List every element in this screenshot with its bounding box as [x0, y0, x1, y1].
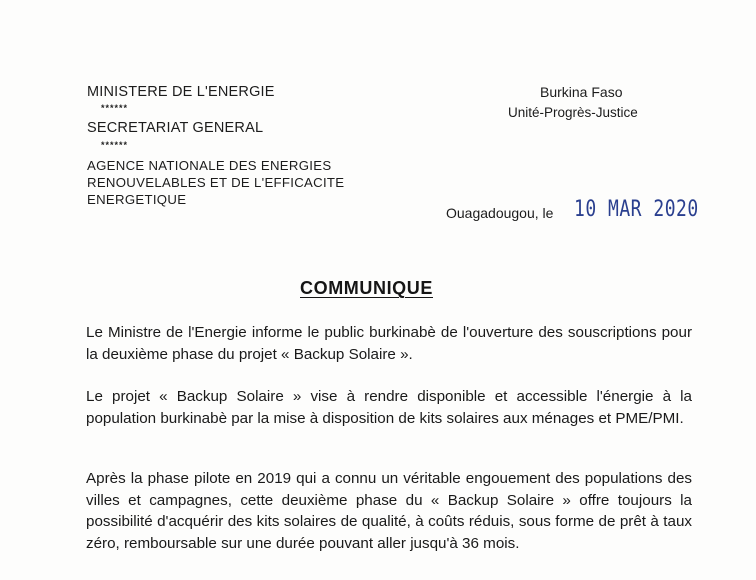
country-name: Burkina Faso [540, 84, 623, 100]
paragraph-2: Le projet « Backup Solaire » vise à rendre disponible et accessible l'énergie à la population burkinabè par la mise à disposition de kits solaires aux ménages et PME/PMI. [86, 388, 692, 427]
secretariat-name: SECRETARIAT GENERAL [87, 120, 264, 136]
paragraph-3: Après la phase pilote en 2019 qui a connu un véritable engouement des populations des villes et campagnes, cette deuxième phase du « Backup Solaire » offre toujours la possibilité d'acquérir des kits solaires de qualité, à coûts réduis, sous forme de prêt à taux zéro, remboursable sur une durée pouvant aller jusqu'à 36 mois. [86, 470, 692, 552]
date-stamp: 10 MAR 2020 [574, 196, 699, 223]
place-label: Ouagadougou, le [446, 205, 554, 221]
page-title: COMMUNIQUE [300, 278, 433, 298]
separator-stars-2: ****** [101, 140, 129, 150]
separator-stars-1: ****** [101, 103, 129, 113]
ministry-name: MINISTERE DE L'ENERGIE [87, 84, 275, 100]
paragraph-1: Le Ministre de l'Energie informe le public burkinabè de l'ouverture des souscriptions pour la deuxième phase du projet « Backup Solaire ». [86, 324, 692, 363]
national-motto: Unité-Progrès-Justice [508, 105, 638, 120]
agency-name: AGENCE NATIONALE DES ENERGIES RENOUVELABLES ET DE L'EFFICACITE ENERGETIQUE [87, 158, 345, 207]
